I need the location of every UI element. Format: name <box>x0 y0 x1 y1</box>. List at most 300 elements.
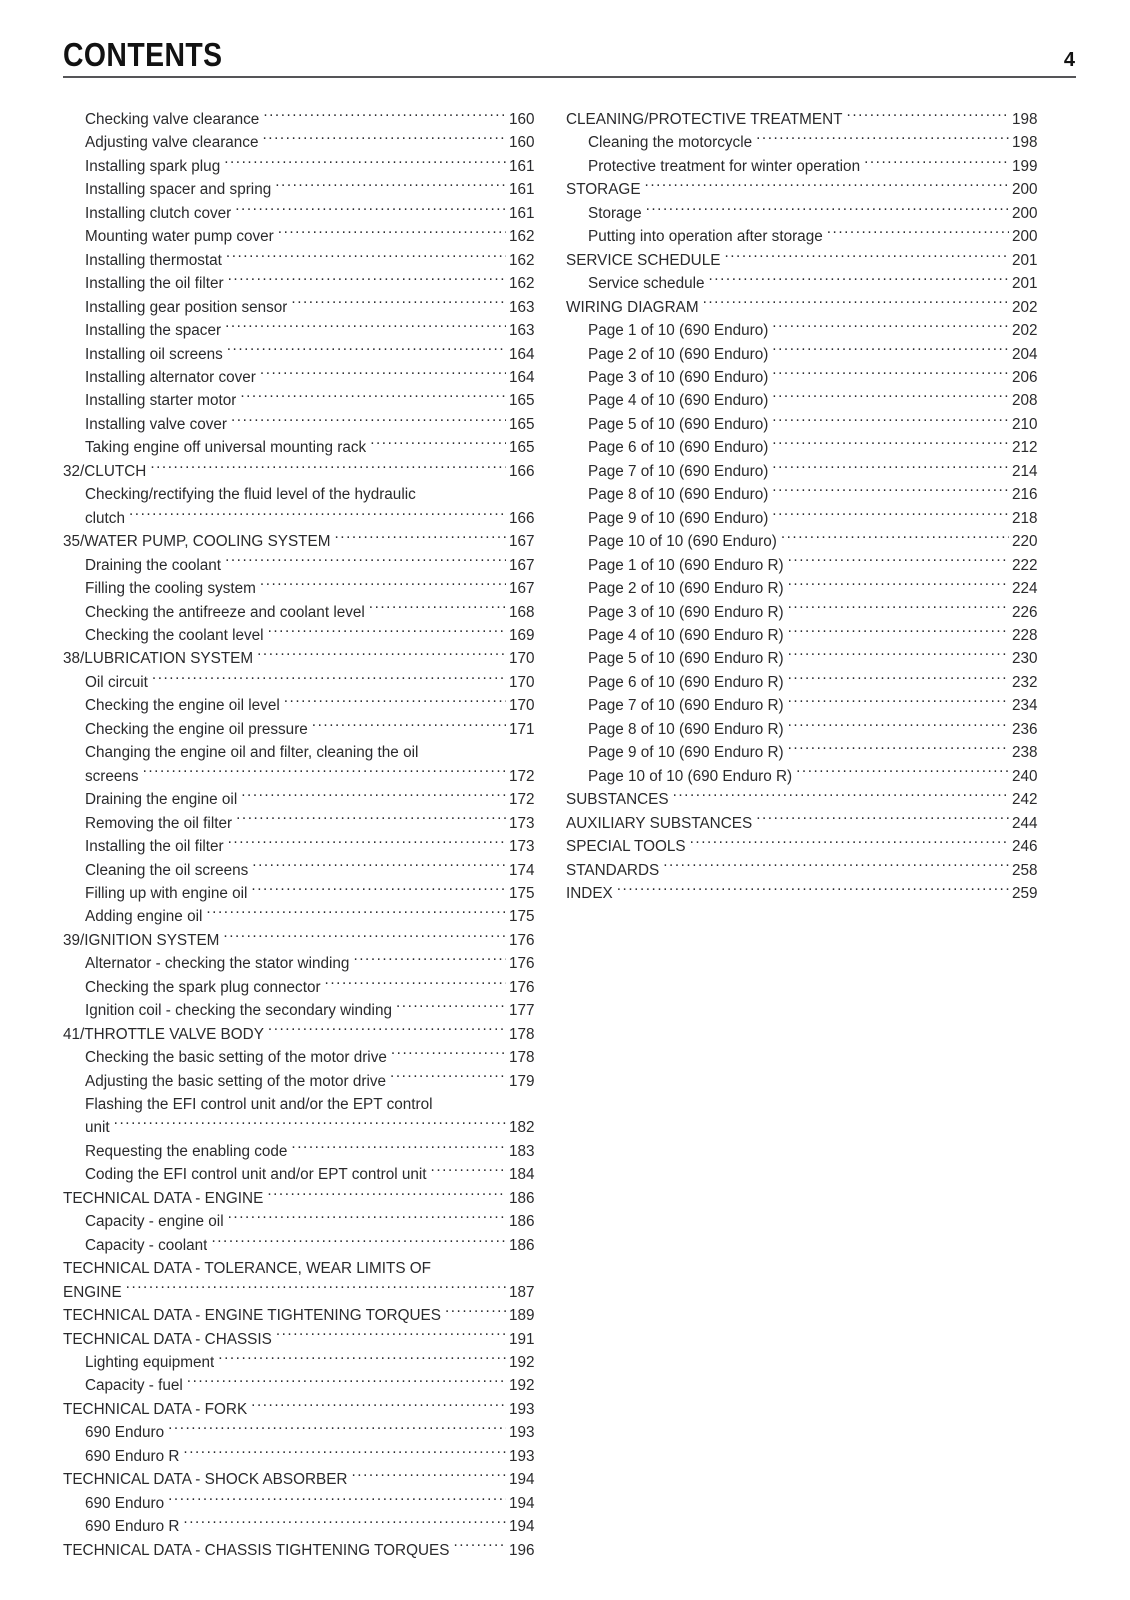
toc-entry-label: Checking the basic setting of the motor drive <box>85 1049 387 1067</box>
toc-entry-label: Flashing the EFI control unit and/or the EPT control <box>85 1096 433 1114</box>
toc-entry-page: 175 <box>509 884 535 902</box>
toc-entry[interactable] <box>63 108 543 131</box>
toc-entry-page: 202 <box>1012 298 1038 316</box>
toc-entry[interactable] <box>63 530 543 553</box>
dot-leader <box>617 883 1009 898</box>
toc-entry-page: 178 <box>509 1025 535 1043</box>
dot-leader <box>268 625 506 640</box>
toc-entry[interactable] <box>63 1140 543 1163</box>
dot-leader <box>353 953 506 968</box>
toc-entry-page: 186 <box>509 1236 535 1254</box>
toc-entry[interactable] <box>566 249 1046 272</box>
toc-entry[interactable] <box>566 366 1046 389</box>
toc-entry[interactable] <box>566 765 1046 788</box>
toc-entry[interactable] <box>566 694 1046 717</box>
toc-entry-page: 212 <box>1012 439 1038 457</box>
toc-entry[interactable] <box>566 131 1046 154</box>
toc-entry-label: Oil circuit <box>85 673 148 691</box>
toc-entry-page: 200 <box>1012 228 1038 246</box>
toc-entry[interactable] <box>63 225 543 248</box>
toc-entry[interactable] <box>63 413 543 436</box>
toc-entry-label: Requesting the enabling code <box>85 1142 288 1160</box>
toc-entry-page: 167 <box>509 556 535 574</box>
toc-entry-label: 32/CLUTCH <box>63 462 147 480</box>
toc-entry[interactable] <box>566 108 1046 131</box>
toc-entry-page: 165 <box>509 392 535 410</box>
toc-entry-label: Filling the cooling system <box>85 580 256 598</box>
toc-entry-page: 177 <box>509 1002 535 1020</box>
toc-entry-label: Installing the oil filter <box>85 275 224 293</box>
toc-entry-label: Installing thermostat <box>85 251 222 269</box>
dot-leader <box>241 789 506 804</box>
toc-entry-page: 228 <box>1012 626 1038 644</box>
toc-entry[interactable] <box>566 859 1046 882</box>
toc-entry-page: 178 <box>509 1049 535 1067</box>
toc-entry-label: Installing oil screens <box>85 345 223 363</box>
toc-entry-page: 165 <box>509 415 535 433</box>
header-divider <box>63 76 1076 78</box>
toc-entry[interactable] <box>63 389 543 412</box>
dot-leader <box>724 249 1009 264</box>
dot-leader <box>187 1375 506 1390</box>
toc-entry-page: 173 <box>509 814 535 832</box>
toc-entry[interactable] <box>63 554 543 577</box>
toc-entry[interactable] <box>63 694 543 717</box>
toc-entry-label: Lighting equipment <box>85 1354 215 1372</box>
toc-entry-page: 176 <box>509 955 535 973</box>
dot-leader <box>251 883 506 898</box>
toc-entry[interactable] <box>63 1163 543 1186</box>
toc-entry[interactable] <box>566 671 1046 694</box>
toc-entry[interactable] <box>63 436 543 459</box>
toc-entry[interactable] <box>566 225 1046 248</box>
toc-entry-label: INDEX <box>566 884 613 902</box>
toc-entry-page: 161 <box>509 204 535 222</box>
toc-entry-page: 166 <box>509 509 535 527</box>
toc-entry[interactable] <box>63 788 543 811</box>
toc-entry[interactable] <box>63 155 543 178</box>
dot-leader <box>183 1516 506 1531</box>
toc-entry-label: Cleaning the motorcycle <box>588 134 753 152</box>
toc-entry[interactable] <box>63 859 543 882</box>
toc-entry[interactable] <box>566 413 1046 436</box>
toc-entry-page: 182 <box>509 1119 535 1137</box>
toc-entry-label: Installing gear position sensor <box>85 298 288 316</box>
dot-leader <box>284 695 506 710</box>
toc-entry[interactable] <box>566 436 1046 459</box>
toc-entry-label: Checking the antifreeze and coolant level <box>85 603 365 621</box>
toc-entry[interactable] <box>63 835 543 858</box>
toc-entry[interactable] <box>63 178 543 201</box>
dot-leader <box>224 156 506 171</box>
toc-entry-label: 690 Enduro R <box>85 1447 180 1465</box>
toc-entry-label: TECHNICAL DATA - ENGINE TIGHTENING TORQUES <box>63 1307 441 1325</box>
dot-leader <box>312 718 506 733</box>
toc-entry-page: 192 <box>509 1377 535 1395</box>
toc-entry-label-continued: ENGINE <box>63 1283 122 1301</box>
toc-entry[interactable] <box>63 272 543 295</box>
toc-entry-label-continued: unit <box>85 1119 110 1137</box>
toc-entry-label: Mounting water pump cover <box>85 228 274 246</box>
toc-entry-page: 165 <box>509 439 535 457</box>
toc-entry-label: CLEANING/PROTECTIVE TREATMENT <box>566 111 843 128</box>
toc-entry-label: Checking the engine oil level <box>85 697 280 715</box>
toc-entry-label: TECHNICAL DATA - ENGINE <box>63 1189 264 1207</box>
toc-entry-page: 196 <box>509 1541 535 1559</box>
toc-entry-label: Adjusting valve clearance <box>85 134 259 152</box>
toc-entry-page: 174 <box>509 861 535 879</box>
toc-entry[interactable] <box>63 1023 543 1046</box>
toc-entry-continuation[interactable] <box>63 1116 543 1139</box>
toc-entry[interactable] <box>63 460 543 483</box>
toc-entry-page: 216 <box>1012 486 1038 504</box>
dot-leader <box>370 437 506 452</box>
dot-leader <box>756 132 1009 147</box>
dot-leader <box>646 203 1009 218</box>
toc-entry[interactable] <box>63 952 543 975</box>
toc-entry[interactable] <box>63 999 543 1022</box>
toc-entry[interactable] <box>63 929 543 952</box>
toc-entry[interactable] <box>63 1234 543 1257</box>
toc-entry[interactable] <box>566 178 1046 201</box>
toc-entry-label: Protective treatment for winter operation <box>588 157 861 175</box>
toc-entry-label: Page 2 of 10 (690 Enduro R) <box>588 580 784 598</box>
toc-entry[interactable] <box>566 155 1046 178</box>
toc-entry[interactable] <box>63 1257 543 1280</box>
dot-leader <box>772 367 1009 382</box>
toc-entry[interactable] <box>566 483 1046 506</box>
toc-entry[interactable] <box>63 905 543 928</box>
toc-entry-label: Storage <box>588 204 642 222</box>
toc-entry-page: 210 <box>1012 415 1038 433</box>
toc-entry[interactable] <box>566 319 1046 342</box>
toc-entry[interactable] <box>566 741 1046 764</box>
dot-leader <box>223 930 506 945</box>
toc-entry[interactable] <box>566 788 1046 811</box>
dot-leader <box>351 1469 506 1484</box>
toc-entry-page: 206 <box>1012 368 1038 386</box>
toc-entry-page: 201 <box>1012 251 1038 269</box>
toc-entry-label: Page 2 of 10 (690 Enduro) <box>588 345 769 363</box>
dot-leader <box>864 156 1009 171</box>
toc-entry[interactable] <box>63 202 543 225</box>
toc-entry-page: 161 <box>509 181 535 199</box>
toc-entry[interactable] <box>63 296 543 319</box>
toc-entry-label: Removing the oil filter <box>85 814 233 832</box>
dot-leader <box>228 1211 506 1226</box>
toc-entry-label: Capacity - coolant <box>85 1236 208 1254</box>
toc-entry-page: 220 <box>1012 533 1038 551</box>
toc-entry-page: 162 <box>509 275 535 293</box>
toc-entry[interactable] <box>63 483 543 506</box>
toc-entry-label: Adding engine oil <box>85 908 203 926</box>
toc-entry-label: Alternator - checking the stator winding <box>85 955 350 973</box>
dot-leader <box>453 1539 506 1554</box>
dot-leader <box>252 859 506 874</box>
dot-leader <box>445 1305 506 1320</box>
toc-entry[interactable] <box>566 460 1046 483</box>
toc-entry-page: 202 <box>1012 322 1038 340</box>
toc-entry[interactable] <box>63 601 543 624</box>
toc-entry-continuation[interactable] <box>63 1281 543 1304</box>
toc-entry[interactable] <box>63 647 543 670</box>
toc-entry-label: Page 4 of 10 (690 Enduro R) <box>588 626 784 644</box>
toc-entry-label: Taking engine off universal mounting rack <box>85 439 367 457</box>
toc-entry-page: 167 <box>509 533 535 551</box>
toc-entry[interactable] <box>63 1187 543 1210</box>
toc-entry-page: 164 <box>509 345 535 363</box>
toc-entry-label: Capacity - fuel <box>85 1377 183 1395</box>
dot-leader <box>206 906 506 921</box>
toc-entry-label: Changing the engine oil and filter, cleaning the oil <box>85 744 419 762</box>
toc-entry-label: WIRING DIAGRAM <box>566 298 699 316</box>
toc-entry-page: 240 <box>1012 767 1038 785</box>
toc-entry[interactable] <box>566 882 1046 905</box>
toc-entry-page: 246 <box>1012 838 1038 856</box>
toc-column-right <box>566 108 1046 905</box>
toc-entry[interactable] <box>566 272 1046 295</box>
toc-entry-label: Page 10 of 10 (690 Enduro) <box>588 533 777 551</box>
toc-entry-page: 198 <box>1012 111 1038 128</box>
toc-entry-label: Installing clutch cover <box>85 204 232 222</box>
dot-leader <box>788 648 1009 663</box>
toc-entry-continuation[interactable] <box>63 765 543 788</box>
toc-entry[interactable] <box>63 1398 543 1421</box>
toc-entry[interactable] <box>63 249 543 272</box>
toc-entry-page: 170 <box>509 650 535 668</box>
toc-entry-label: 41/THROTTLE VALVE BODY <box>63 1025 264 1043</box>
dot-leader <box>227 343 506 358</box>
dot-leader <box>267 1188 506 1203</box>
toc-entry[interactable] <box>63 1351 543 1374</box>
toc-entry[interactable] <box>566 202 1046 225</box>
toc-entry-page: 161 <box>509 157 535 175</box>
toc-entry-label: 690 Enduro <box>85 1494 165 1512</box>
dot-leader <box>291 296 506 311</box>
toc-entry-page: 193 <box>509 1424 535 1442</box>
toc-entry-label: Page 8 of 10 (690 Enduro R) <box>588 720 784 738</box>
toc-entry[interactable] <box>63 1539 543 1562</box>
toc-entry-label: AUXILIARY SUBSTANCES <box>566 814 753 832</box>
dot-leader <box>431 1164 506 1179</box>
toc-entry-label: Installing spacer and spring <box>85 181 272 199</box>
toc-entry-page: 172 <box>509 791 535 809</box>
dot-leader <box>390 1070 506 1085</box>
toc-entry-label: Checking the engine oil pressure <box>85 720 308 738</box>
dot-leader <box>796 765 1009 780</box>
toc-entry-page: 175 <box>509 908 535 926</box>
toc-entry[interactable] <box>566 530 1046 553</box>
dot-leader <box>690 836 1009 851</box>
toc-entry[interactable] <box>63 1328 543 1351</box>
toc-entry[interactable] <box>63 1070 543 1093</box>
toc-entry[interactable] <box>63 671 543 694</box>
dot-leader <box>278 226 506 241</box>
toc-entry[interactable] <box>63 718 543 741</box>
toc-entry[interactable] <box>566 812 1046 835</box>
toc-entry[interactable] <box>566 647 1046 670</box>
toc-entry[interactable] <box>63 812 543 835</box>
toc-entry[interactable] <box>63 366 543 389</box>
toc-entry[interactable] <box>63 1304 543 1327</box>
toc-entry-label: 690 Enduro R <box>85 1518 180 1536</box>
toc-entry[interactable] <box>566 389 1046 412</box>
toc-entry-label: SERVICE SCHEDULE <box>566 251 721 269</box>
toc-entry-page: 208 <box>1012 392 1038 410</box>
toc-entry-label: Page 1 of 10 (690 Enduro R) <box>588 556 784 574</box>
toc-entry-page: 160 <box>509 134 535 152</box>
toc-entry-page: 201 <box>1012 275 1038 293</box>
toc-entry-page: 232 <box>1012 673 1038 691</box>
dot-leader <box>218 1352 506 1367</box>
toc-entry-label: TECHNICAL DATA - FORK <box>63 1400 248 1418</box>
toc-entry-page: 171 <box>509 720 535 738</box>
dot-leader <box>228 273 506 288</box>
toc-entry-label: Page 6 of 10 (690 Enduro R) <box>588 673 784 691</box>
toc-entry[interactable] <box>63 1093 543 1116</box>
toc-entry-page: 214 <box>1012 462 1038 480</box>
toc-entry-label: Page 7 of 10 (690 Enduro) <box>588 462 769 480</box>
toc-entry-label: Installing the oil filter <box>85 838 224 856</box>
toc-entry[interactable] <box>63 1210 543 1233</box>
toc-entry-label: Page 9 of 10 (690 Enduro R) <box>588 744 784 762</box>
toc-entry-label: 35/WATER PUMP, COOLING SYSTEM <box>63 533 331 551</box>
dot-leader <box>847 109 1009 124</box>
toc-entry-label: Page 8 of 10 (690 Enduro) <box>588 486 769 504</box>
toc-entry[interactable] <box>63 577 543 600</box>
toc-entry-label: Coding the EFI control unit and/or EPT control unit <box>85 1166 427 1184</box>
toc-entry[interactable] <box>566 296 1046 319</box>
toc-entry-label: Capacity - engine oil <box>85 1213 224 1231</box>
toc-entry-label: Page 4 of 10 (690 Enduro) <box>588 392 769 410</box>
toc-entry-page: 224 <box>1012 580 1038 598</box>
toc-entry[interactable] <box>63 1421 543 1444</box>
dot-leader <box>827 226 1009 241</box>
toc-entry-page: 184 <box>509 1166 535 1184</box>
dot-leader <box>788 718 1009 733</box>
toc-entry-label: 39/IGNITION SYSTEM <box>63 931 220 949</box>
dot-leader <box>231 414 506 429</box>
toc-entry-label: Ignition coil - checking the secondary winding <box>85 1002 392 1020</box>
toc-entry-page: 193 <box>509 1400 535 1418</box>
page-header <box>63 38 1075 78</box>
toc-entry-page: 218 <box>1012 509 1038 527</box>
toc-entry-page: 183 <box>509 1142 535 1160</box>
dot-leader <box>152 672 506 687</box>
toc-entry-continuation[interactable] <box>63 507 543 530</box>
toc-entry[interactable] <box>63 741 543 764</box>
toc-entry[interactable] <box>63 1445 543 1468</box>
dot-leader <box>260 367 506 382</box>
dot-leader <box>276 1328 506 1343</box>
toc-entry-label: TECHNICAL DATA - SHOCK ABSORBER <box>63 1471 348 1489</box>
dot-leader <box>225 320 506 335</box>
toc-entry-page: 200 <box>1012 181 1038 199</box>
toc-entry[interactable] <box>566 343 1046 366</box>
toc-entry[interactable] <box>63 1374 543 1397</box>
toc-entry[interactable] <box>566 624 1046 647</box>
toc-entry-page: 189 <box>509 1307 535 1325</box>
toc-entry-page: 194 <box>509 1494 535 1512</box>
toc-entry[interactable] <box>63 319 543 342</box>
toc-entry-page: 230 <box>1012 650 1038 668</box>
toc-entry-page: 236 <box>1012 720 1038 738</box>
toc-entry-label: Checking/rectifying the fluid level of the hydraulic <box>85 486 416 504</box>
dot-leader <box>673 789 1009 804</box>
dot-leader <box>150 461 506 476</box>
toc-entry[interactable] <box>566 554 1046 577</box>
toc-entry-page: 234 <box>1012 697 1038 715</box>
toc-entry-page: 186 <box>509 1189 535 1207</box>
toc-entry-label: Checking valve clearance <box>85 111 260 128</box>
dot-leader <box>756 812 1009 827</box>
dot-leader <box>369 601 506 616</box>
toc-entry-label: Installing the spacer <box>85 322 222 340</box>
toc-entry-label: Page 6 of 10 (690 Enduro) <box>588 439 769 457</box>
toc-entry-label: Filling up with engine oil <box>85 884 248 902</box>
toc-entry-page: 258 <box>1012 861 1038 879</box>
toc-entry[interactable] <box>566 507 1046 530</box>
toc-entry-label: Page 3 of 10 (690 Enduro R) <box>588 603 784 621</box>
toc-entry-label: Page 1 of 10 (690 Enduro) <box>588 322 769 340</box>
toc-entry[interactable] <box>63 1515 543 1538</box>
toc-entry-label: TECHNICAL DATA - CHASSIS <box>63 1330 272 1348</box>
dot-leader <box>772 414 1009 429</box>
toc-entry-label: TECHNICAL DATA - CHASSIS TIGHTENING TORQUES <box>63 1541 450 1559</box>
toc-entry[interactable] <box>566 718 1046 741</box>
toc-entry[interactable] <box>63 131 543 154</box>
dot-leader <box>772 390 1009 405</box>
toc-entry-page: 192 <box>509 1354 535 1372</box>
dot-leader <box>645 179 1009 194</box>
toc-entry[interactable] <box>63 976 543 999</box>
toc-entry-label: Page 10 of 10 (690 Enduro R) <box>588 767 793 785</box>
toc-entry-page: 222 <box>1012 556 1038 574</box>
toc-entry[interactable] <box>63 1046 543 1069</box>
toc-entry-page: 176 <box>509 978 535 996</box>
dot-leader <box>772 320 1009 335</box>
toc-entry[interactable] <box>566 601 1046 624</box>
dot-leader <box>788 672 1009 687</box>
toc-entry-page: 167 <box>509 580 535 598</box>
toc-entry[interactable] <box>566 577 1046 600</box>
dot-leader <box>663 859 1009 874</box>
dot-leader <box>781 531 1009 546</box>
dot-leader <box>772 461 1009 476</box>
toc-entry-label: Page 5 of 10 (690 Enduro R) <box>588 650 784 668</box>
toc-entry-page: 238 <box>1012 744 1038 762</box>
toc-entry[interactable] <box>63 1492 543 1515</box>
toc-entry-page: 169 <box>509 626 535 644</box>
toc-entry-label: SUBSTANCES <box>566 791 669 809</box>
dot-leader <box>211 1234 506 1249</box>
toc-entry-label: Page 7 of 10 (690 Enduro R) <box>588 697 784 715</box>
dot-leader <box>275 179 506 194</box>
toc-entry[interactable] <box>566 835 1046 858</box>
dot-leader <box>240 390 506 405</box>
dot-leader <box>291 1141 506 1156</box>
toc-entry-label: Page 3 of 10 (690 Enduro) <box>588 368 769 386</box>
dot-leader <box>788 554 1009 569</box>
dot-leader <box>251 1399 506 1414</box>
dot-leader <box>226 249 506 264</box>
toc-entry-page: 198 <box>1012 134 1038 152</box>
toc-entry-label: Page 9 of 10 (690 Enduro) <box>588 509 769 527</box>
toc-entry[interactable] <box>63 882 543 905</box>
toc-entry[interactable] <box>63 624 543 647</box>
toc-entry[interactable] <box>63 1468 543 1491</box>
toc-entry[interactable] <box>63 343 543 366</box>
